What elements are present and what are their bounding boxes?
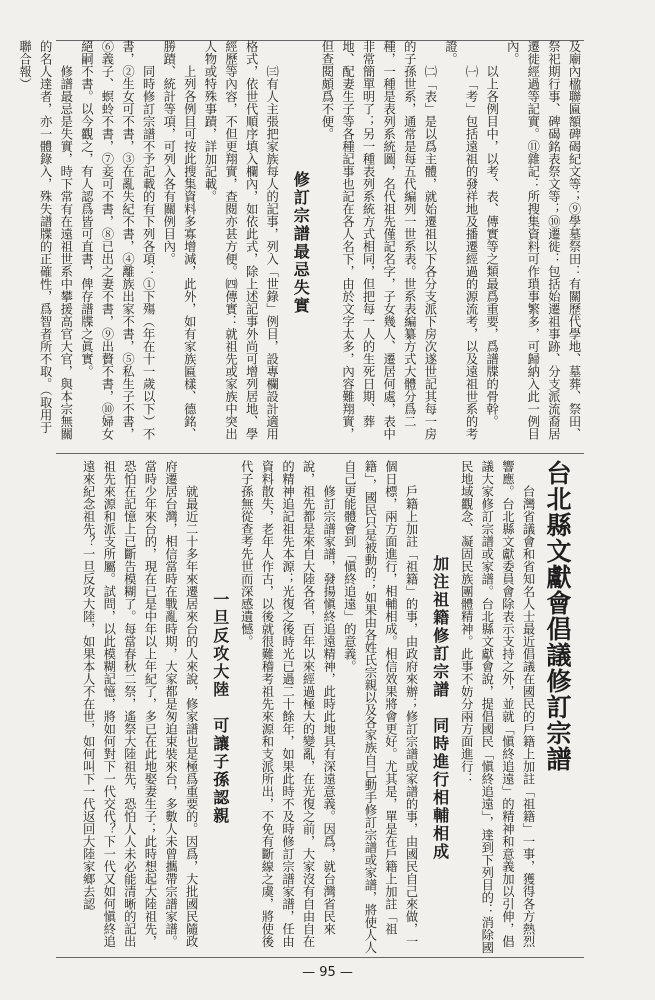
paragraph: 戶籍上加註「祖籍」的事，由政府來辦；修訂宗譜或家譜的事，由國民自己來做，一個日標，兩方面進行，相輔相成。相信效果將會更好。尤其是，單是在戶籍上加註「祖籍」，國民只是被動的；如果由各姓氏宗親以及各家族自己動手修訂宗譜或家譜，將使人人自己更能體會到「愼終追遠」的意義。 — [342, 460, 419, 954]
paragraph: ㈢有人主張把家族每人的記事，列入「世錄」例目，設專欄設計適用格式，依世代順序填入欄內，如依此式，除上述記事外尚可增列居地、學經歷等內容，不但更翔實，查閱亦甚方便。㈣傳實：就祖先或家族中突出人物或特殊事蹟，詳加記載。 — [202, 40, 279, 440]
paragraph: 上列各例目可按此搜集資料多寡增減，此外，如有家族匾樣、德銘、勝蹟、統計等項，可列入各有關例目內。 — [161, 40, 197, 440]
article-top-text — [14, 40, 584, 445]
paragraph: 台灣省議會和省知名人士最近倡議在國民的戶籍上加註「祖籍」一事，獲得各方熱烈響應。台北縣文獻委員會除表示支持之外，並就「愼終追遠」的精神和意義加以引伸，倡議大家修訂宗譜或家譜。台北縣文獻會說，提倡國民「愼終追遠」，達到下列目的：消除國民地域觀念、凝固民族團體精神。此事不妨分兩方面進行： — [459, 460, 535, 954]
paragraph: ㈡「表」是以爲主體，就始遷祖以下各分支派下房次遂世記其每一房的子孫世系，通常是每五代編列一世系表。世系表編纂方式大體分爲二種，一種是表列系統圖，名代祖先僅記名字，子女幾人、遷居何處，表中非常簡單明了；另一種表列系統方式相同，但把每一人的生死日期、葬地、配妻生子等各種記事也記在各人名下，由於文字太多，內容難翔實，但查閱頗爲不便。 — [319, 40, 437, 440]
paragraph: 同時修訂宗譜不予記載的有下列各項：①下殤（年在十一歲以下）不書，②生女可不書，③在亂失紀不書，④離族出家不書，⑤私生子不書，⑥義子、螟蛉不書，⑦妾可不書，⑧已出之妻不書，⑨出贅不書，⑩婦女絕嗣不書。以今觀之，有人認爲皆可直書，俾存譜牒之眞實。 — [79, 40, 156, 440]
middle-rule — [56, 453, 584, 454]
paragraph: 以上各例目中，以考、表、傳實等之類最爲重要，爲譜牒的骨幹。 — [484, 64, 499, 428]
article-title: 台北縣文獻會倡議修訂宗譜 — [543, 460, 572, 772]
paragraph: 就最近二十多年來遷居來台的人來說，修家譜也是極爲重要的。因爲，大批國民隨政府遷居台灣，相信當時在戰亂時期，大家都是匆迫束裝來台，多數人未曾攜帶宗譜家譜。當時少年來台的，現在已是中年以上年紀了，多已在此地娶妻生子；此時想起大陸祖先，恐怕在記憶上已斷告模糊了。每當春秋二祭，遙祭大陸祖先，恐怕人人未必能清晰的記出祖先來源和派支所屬。試問，以此模糊記憶，將如何對下一代交代？下一代又如何愼終追遠來紀念祖先？一旦反攻大陸，如果本人不在世，如何叫下一代返回大陸家鄉去認 — [81, 460, 199, 948]
paragraph: 修訂宗譜家譜，發揚愼終追遠精神，此時此地具有深遠意義。因爲，就台灣省民來說，祖先都是來自大陸各省，百年以來經過極大的變亂，在光復之前，大家沒有自由自在的精神追記祖先本源；光復之後時光已過二十餘年，如果此時不及時修訂宗譜家譜，任由資料散失，老年人作古，以後就很難稽考祖先來源和支派所出，不免有斷線之虞，將使後代子孫無從查考先世而深感遺憾。 — [239, 460, 336, 948]
bottom-rule — [56, 957, 584, 958]
section-heading: 一旦反攻大陸 可讓子孫認親 — [210, 590, 230, 825]
section-heading: 修訂宗譜最忌失實 — [291, 170, 311, 315]
paragraph: 及廟內楹聯匾額碑碣紀文等；⑨學墓祭田：有關歷代學地、墓葬、祭田、祭祀期行事、碑碣銘表祭文等；⑩遷徙：包括始遷祖事跡、分支派流裔居遷徙經過等記實。⑪雜記：所搜集資料可作瑣事繁多，可歸納入此一例目內。 — [505, 40, 581, 440]
article-top-continuation — [17, 40, 584, 445]
article-bottom-text — [78, 460, 584, 955]
article-bottom — [56, 460, 584, 955]
paragraph: 修譜最忌是失實，時下常有在遠祖世系中攀援高官大官，與本宗無關的名人達者，亦一體錄入，殊失譜牒的正確性，爲智者所不取。（取用于聯合報） — [17, 40, 73, 440]
paragraph: ㈠「考」包括遠祖的發祥地及播遷經過的源流考，以及遠祖世系的考證。 — [443, 40, 479, 440]
page-number: — 95 — — [302, 965, 353, 980]
section-heading: 加注祖籍修訂宗譜 同時進行相輔相成 — [430, 554, 450, 861]
